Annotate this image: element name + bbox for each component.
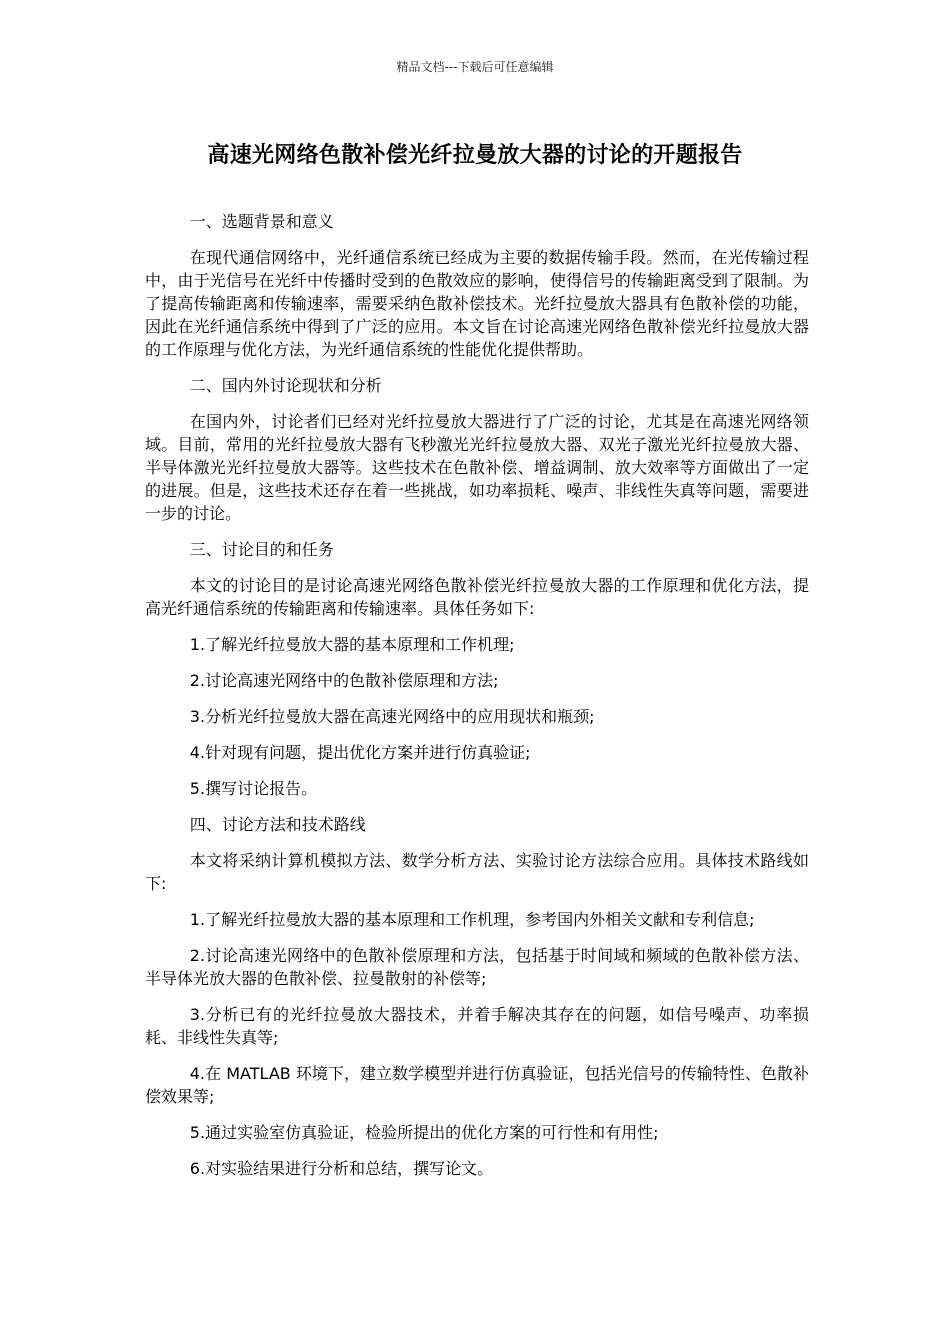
- route-item-4: 4.在 MATLAB 环境下，建立数学模型并进行仿真验证，包括光信号的传输特性、色散补偿效果等;: [145, 1064, 809, 1106]
- task-item-3: 3.分析光纤拉曼放大器在高速光网络中的应用现状和瓶颈;: [189, 707, 595, 726]
- task-item-2: 2.讨论高速光网络中的色散补偿原理和方法;: [189, 671, 499, 690]
- task-item-5: 5.撰写讨论报告。: [189, 779, 318, 798]
- section-heading-methods: 四、讨论方法和技术路线: [189, 815, 366, 834]
- section-heading-background: 一、选题背景和意义: [189, 212, 334, 231]
- task-item-4: 4.针对现有问题，提出优化方案并进行仿真验证;: [189, 743, 531, 762]
- header-note: 精品文档---下载后可任意编辑: [396, 60, 554, 74]
- paragraph-status: 在国内外，讨论者们已经对光纤拉曼放大器进行了广泛的讨论，尤其是在高速光网络领域。目前，常用的光纤拉曼放大器有飞秒激光光纤拉曼放大器、双光子激光光纤拉曼放大器、半导体激光光纤拉曼放大器等。这些技术在色散补偿、增益调制、放大效率等方面做出了一定的进展。但是，这些技术还存在着一些挑战，如功率损耗、噪声、非线性失真等问题，需要进一步的讨论。: [145, 412, 809, 523]
- route-item-5: 5.通过实验室仿真验证，检验所提出的优化方案的可行性和有用性;: [189, 1123, 659, 1142]
- task-item-1: 1.了解光纤拉曼放大器的基本原理和工作机理;: [189, 635, 515, 654]
- route-item-2: 2.讨论高速光网络中的色散补偿原理和方法，包括基于时间域和频域的色散补偿方法、半导体光放大器的色散补偿、拉曼散射的补偿等;: [145, 946, 809, 988]
- paragraph-methods: 本文将采纳计算机模拟方法、数学分析方法、实验讨论方法综合应用。具体技术路线如下:: [145, 851, 809, 893]
- route-item-1: 1.了解光纤拉曼放大器的基本原理和工作机理，参考国内外相关文献和专利信息;: [189, 910, 755, 929]
- document-body: [145, 210, 809, 1193]
- section-heading-objectives: 三、讨论目的和任务: [189, 540, 334, 559]
- document-title: 高速光网络色散补偿光纤拉曼放大器的讨论的开题报告: [207, 143, 743, 168]
- route-item-3: 3.分析已有的光纤拉曼放大器技术，并着手解决其存在的问题，如信号噪声、功率损耗、非线性失真等;: [145, 1005, 809, 1047]
- paragraph-background: 在现代通信网络中，光纤通信系统已经成为主要的数据传输手段。然而，在光传输过程中，由于光信号在光纤中传播时受到的色散效应的影响，使得信号的传输距离受到了限制。为了提高传输距离和传输速率，需要采纳色散补偿技术。光纤拉曼放大器具有色散补偿的功能，因此在光纤通信系统中得到了广泛的应用。本文旨在讨论高速光网络色散补偿光纤拉曼放大器的工作原理与优化方法，为光纤通信系统的性能优化提供帮助。: [145, 248, 809, 359]
- route-item-6: 6.对实验结果进行分析和总结，撰写论文。: [189, 1159, 494, 1178]
- section-heading-status: 二、国内外讨论现状和分析: [189, 376, 382, 395]
- paragraph-objectives: 本文的讨论目的是讨论高速光网络色散补偿光纤拉曼放大器的工作原理和优化方法，提高光纤通信系统的传输距离和传输速率。具体任务如下:: [145, 576, 809, 618]
